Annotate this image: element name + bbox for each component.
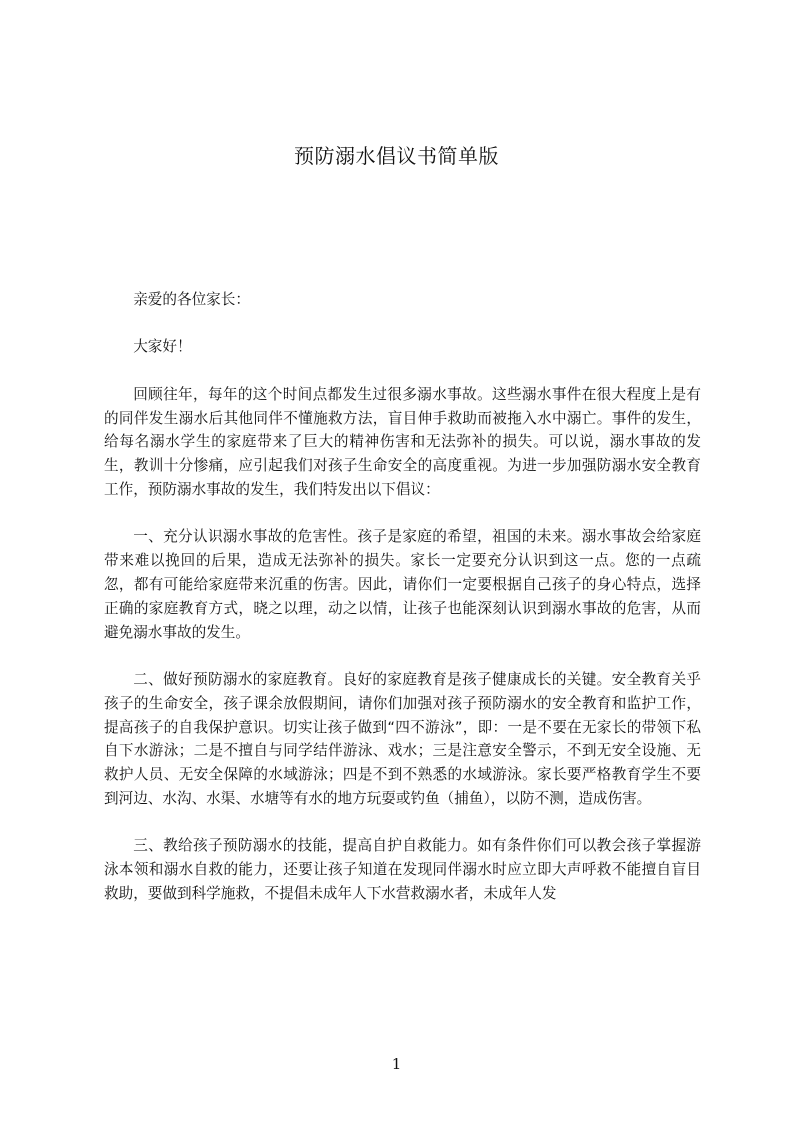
- paragraph-point-3: 三、教给孩子预防溺水的技能，提高自护自救能力。如有条件你们可以教会孩子掌握游泳本领和溺水自救的能力，还要让孩子知道在发现同伴溺水时应立即大声呼救不能擅自盲目救助，要做到科学施救，不提倡未成年人下水营救溺水者，未成年人发: [104, 837, 701, 902]
- salutation: 亲爱的各位家长：: [133, 291, 250, 308]
- paragraph-intro: 回顾往年，每年的这个时间点都发生过很多溺水事故。这些溺水事件在很大程度上是有的同伴发生溺水后其他同伴不懂施救方法，盲目伸手救助而被拖入水中溺亡。事件的发生，给每名溺水学生的家庭带来了巨大的精神伤害和无法弥补的损失。可以说，溺水事故的发生，教训十分惨痛，应引起我们对孩子生命安全的高度重视。为进一步加强防溺水安全教育工作，预防溺水事故的发生，我们特发出以下倡议：: [104, 385, 701, 498]
- document-body: [104, 288, 701, 929]
- paragraph-point-2: 二、做好预防溺水的家庭教育。良好的家庭教育是孩子健康成长的关键。安全教育关乎孩子的生命安全，孩子课余放假期间，请你们加强对孩子预防溺水的安全教育和监护工作，提高孩子的自我保护意识。切实让孩子做到“四不游泳”，即：一是不要在无家长的带领下私自下水游泳；二是不擅自与同学结伴游泳、戏水；三是注意安全警示，不到无安全设施、无救护人员、无安全保障的水域游泳；四是不到不熟悉的水域游泳。家长要严格教育学生不要到河边、水沟、水渠、水塘等有水的地方玩耍或钓鱼（捕鱼），以防不测，造成伤害。: [104, 670, 701, 807]
- greeting: 大家好！: [133, 338, 192, 356]
- page-number: 1: [391, 1055, 402, 1073]
- paragraph-point-1: 一、充分认识溺水事故的危害性。孩子是家庭的希望，祖国的未来。溺水事故会给家庭带来难以挽回的后果，造成无法弥补的损失。家长一定要充分认识到这一点。您的一点疏忽，都有可能给家庭带来沉重的伤害。因此，请你们一定要根据自己孩子的身心特点，选择正确的家庭教育方式，晓之以理，动之以情，让孩子也能深刻认识到溺水事故的危害，从而避免溺水事故的发生。: [104, 528, 701, 641]
- document-title: 预防溺水倡议书简单版: [294, 144, 499, 168]
